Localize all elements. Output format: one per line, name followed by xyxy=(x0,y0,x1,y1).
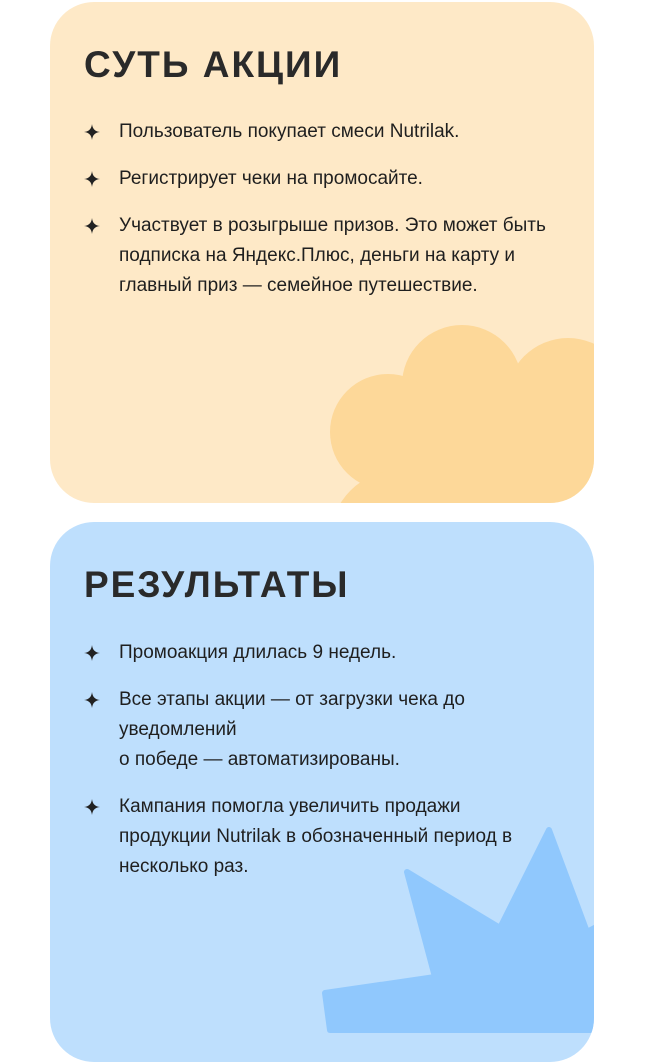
sparkle-icon xyxy=(84,171,100,187)
sparkle-icon xyxy=(84,692,100,708)
list-item: Кампания помогла увеличить продажи продукции Nutrilak в обозначенный период в несколько раз. xyxy=(84,792,539,882)
list-item: Пользователь покупает смеси Nutrilak. xyxy=(84,117,564,147)
promo-essence-card xyxy=(50,2,594,503)
list-item: Все этапы акции — от загрузки чека до уведомлений о победе — автоматизированы. xyxy=(84,685,539,775)
essence-list xyxy=(84,117,564,318)
sparkle-icon xyxy=(84,799,100,815)
sparkle-icon xyxy=(84,124,100,140)
sparkle-icon xyxy=(84,645,100,661)
list-item: Участвует в розыгрыше призов. Это может быть подписка на Яндекс.Плюс, деньги на карту и главный приз — семейное путешествие. xyxy=(84,211,564,301)
results-list xyxy=(84,638,564,899)
results-card xyxy=(50,522,594,1062)
list-item: Регистрирует чеки на промосайте. xyxy=(84,164,564,194)
sparkle-icon xyxy=(84,218,100,234)
section-title: РЕЗУЛЬТАТЫ xyxy=(84,564,350,605)
section-title: СУТЬ АКЦИИ xyxy=(84,44,343,85)
list-item: Промоакция длилась 9 недель. xyxy=(84,638,564,668)
